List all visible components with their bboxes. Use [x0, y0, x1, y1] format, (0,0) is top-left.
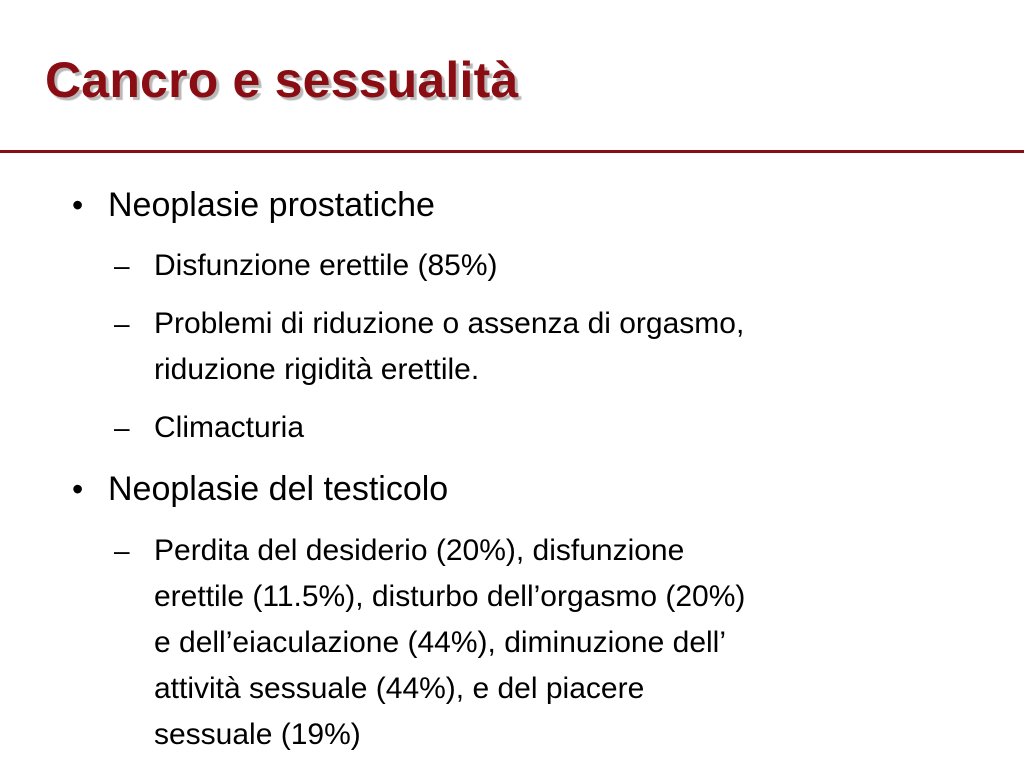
sub-item-text [154, 301, 974, 393]
sub-item-line: erettile (11.5%), disturbo dell’orgasmo (20%) [154, 580, 746, 613]
dash-icon: – [114, 535, 130, 566]
bullet-text: Neoplasie del testicolo [108, 470, 449, 508]
sub-item-line: sessuale (19%) [154, 718, 361, 751]
sub-item-line: Disfunzione erettile (85%) [154, 249, 498, 282]
sub-item-line: attività sessuale (44%), e del piacere [154, 672, 645, 705]
sub-item-text [154, 243, 974, 289]
sub-item-text [154, 405, 974, 451]
bullet-dot-icon: • [72, 471, 84, 507]
slide-title: Cancro e sessualità [45, 52, 519, 108]
bullet-text: Neoplasie prostatiche [108, 186, 435, 224]
sub-item-line: riduzione rigidità erettile. [154, 353, 480, 386]
sub-item-line: Climacturia [154, 411, 305, 444]
bullet-dot-icon: • [72, 187, 84, 223]
sub-item-text [154, 528, 974, 758]
dash-icon: – [114, 412, 130, 443]
dash-icon: – [114, 308, 130, 339]
sub-item-line: e dell’eiaculazione (44%), diminuzione dell’ [154, 626, 726, 659]
sub-item-line: Problemi di riduzione o assenza di orgasmo, [154, 307, 745, 340]
sub-item-line: Perdita del desiderio (20%), disfunzione [154, 534, 685, 567]
dash-icon: – [114, 250, 130, 281]
